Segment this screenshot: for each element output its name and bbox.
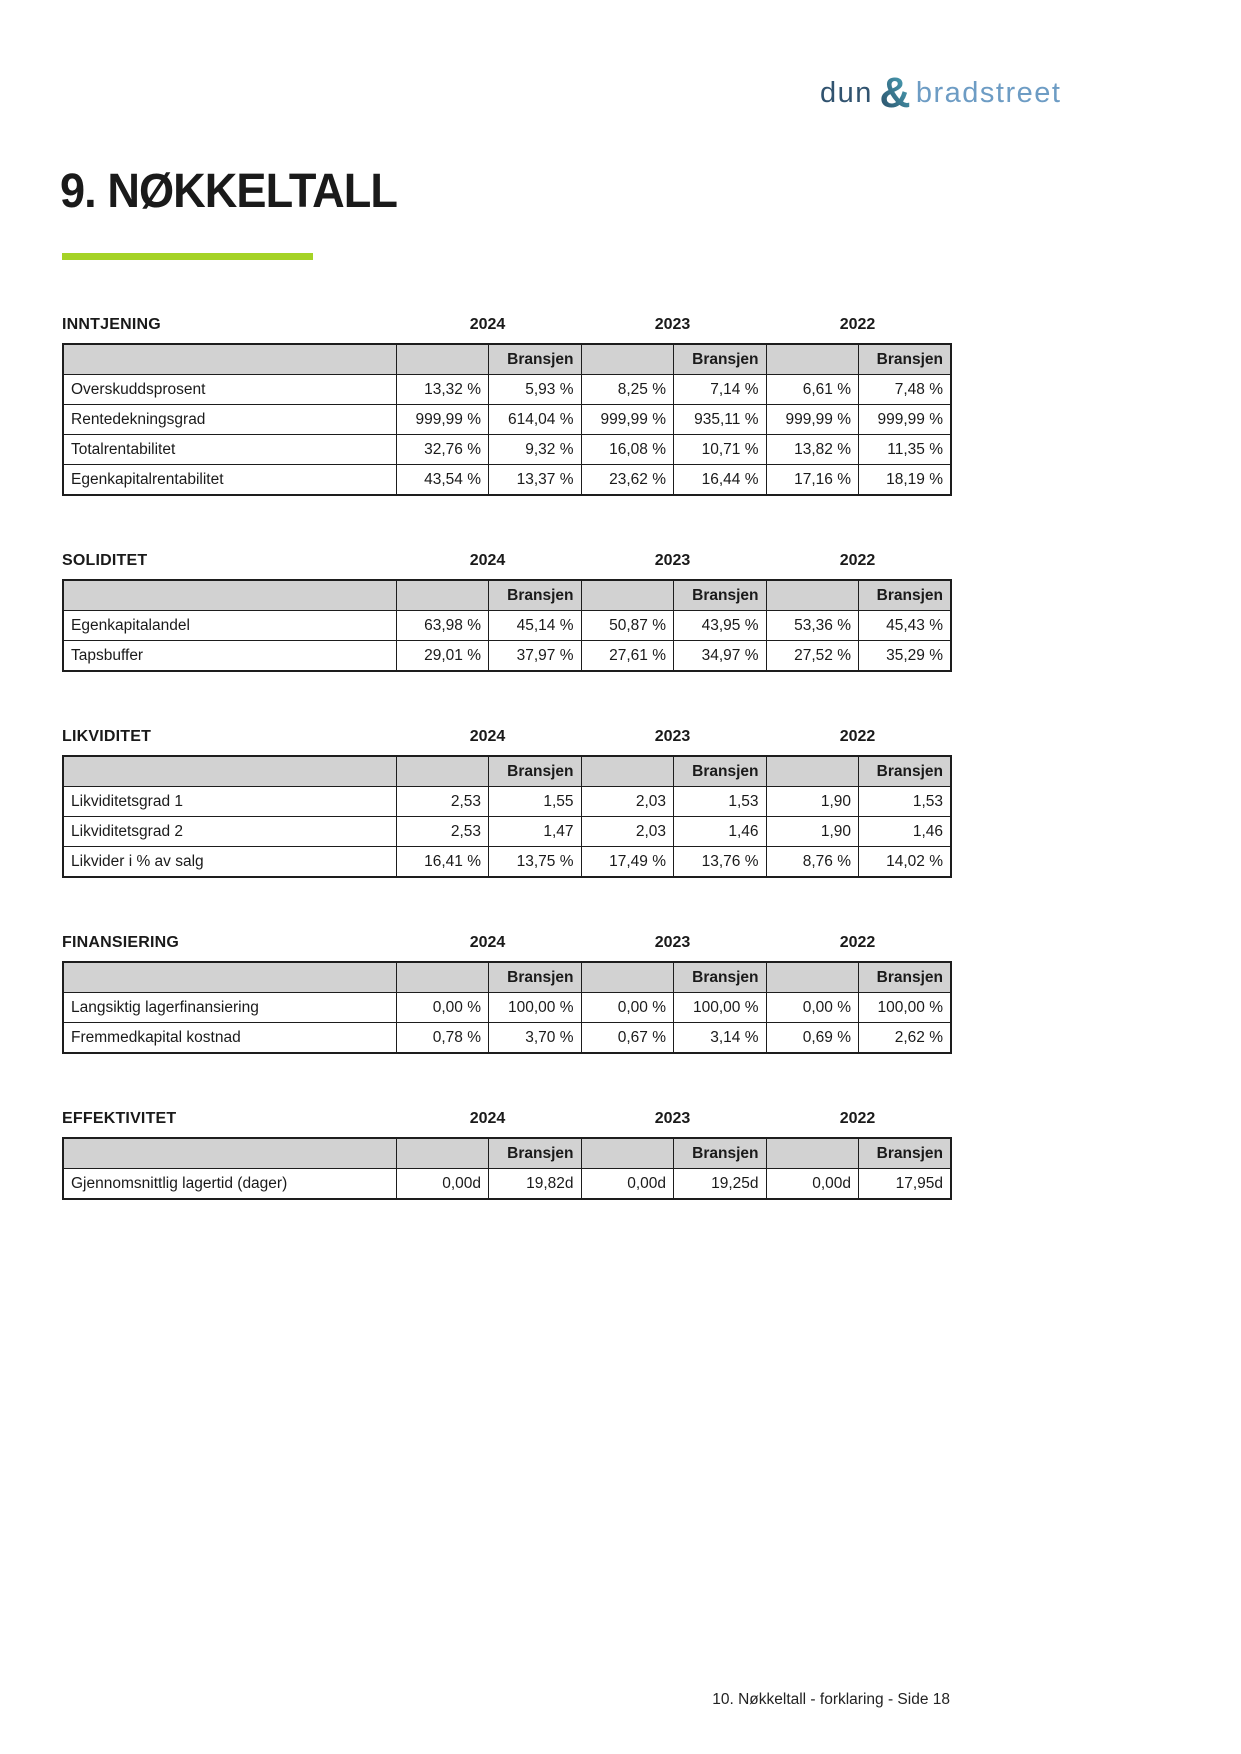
section-title: LIKVIDITET bbox=[62, 728, 152, 745]
metric-value-cell: 1,90 bbox=[766, 787, 859, 817]
metric-value-cell: 8,76 % bbox=[766, 847, 859, 878]
bransjen-header-cell: Bransjen bbox=[674, 756, 767, 787]
bransjen-header-cell: Bransjen bbox=[674, 1138, 767, 1169]
metric-value-cell: 6,61 % bbox=[766, 375, 859, 405]
section-title: FINANSIERING bbox=[62, 934, 180, 951]
section-likviditet bbox=[62, 728, 950, 878]
bransjen-header-cell: Bransjen bbox=[489, 580, 582, 611]
bransjen-header-cell: Bransjen bbox=[489, 1138, 582, 1169]
metric-value-cell: 37,97 % bbox=[489, 641, 582, 672]
metric-value-cell: 999,99 % bbox=[859, 405, 952, 435]
bransjen-header-cell: Bransjen bbox=[489, 962, 582, 993]
metric-label-cell: Overskuddsprosent bbox=[63, 375, 396, 405]
metric-value-cell: 17,49 % bbox=[581, 847, 674, 878]
metric-value-cell: 35,29 % bbox=[859, 641, 952, 672]
metric-label-cell: Fremmedkapital kostnad bbox=[63, 1023, 396, 1054]
metric-value-cell: 7,48 % bbox=[859, 375, 952, 405]
metric-value-cell: 100,00 % bbox=[489, 993, 582, 1023]
metric-value-cell: 13,82 % bbox=[766, 435, 859, 465]
table-row bbox=[63, 787, 951, 817]
metric-label-cell: Egenkapitalrentabilitet bbox=[63, 465, 396, 496]
year-label: 2023 bbox=[654, 552, 691, 569]
bransjen-header-cell: Bransjen bbox=[859, 580, 952, 611]
header-spacer-cell bbox=[581, 756, 674, 787]
bransjen-header-cell: Bransjen bbox=[859, 962, 952, 993]
year-label: 2024 bbox=[469, 316, 506, 333]
metric-value-cell: 34,97 % bbox=[674, 641, 767, 672]
header-spacer-cell bbox=[581, 580, 674, 611]
bransjen-header-cell: Bransjen bbox=[859, 344, 952, 375]
year-label: 2022 bbox=[839, 934, 876, 951]
metric-value-cell: 2,53 bbox=[396, 817, 489, 847]
section-head bbox=[62, 934, 950, 952]
metric-label-cell: Langsiktig lagerfinansiering bbox=[63, 993, 396, 1023]
header-spacer-cell bbox=[63, 962, 396, 993]
metric-value-cell: 63,98 % bbox=[396, 611, 489, 641]
metric-value-cell: 2,03 bbox=[581, 787, 674, 817]
metric-value-cell: 27,61 % bbox=[581, 641, 674, 672]
year-label: 2024 bbox=[469, 934, 506, 951]
header-spacer-cell bbox=[63, 580, 396, 611]
likviditet-table bbox=[62, 755, 952, 878]
bransjen-header-cell: Bransjen bbox=[489, 756, 582, 787]
table-row bbox=[63, 405, 951, 435]
header-spacer-cell bbox=[766, 756, 859, 787]
metric-value-cell: 935,11 % bbox=[674, 405, 767, 435]
table-row bbox=[63, 817, 951, 847]
metric-value-cell: 0,78 % bbox=[396, 1023, 489, 1054]
section-title: INNTJENING bbox=[62, 316, 161, 333]
metric-label-cell: Rentedekningsgrad bbox=[63, 405, 396, 435]
dun-bradstreet-logo bbox=[820, 68, 1061, 118]
metric-label-cell: Likviditetsgrad 2 bbox=[63, 817, 396, 847]
header-spacer-cell bbox=[396, 344, 489, 375]
logo-bradstreet: bradstreet bbox=[915, 76, 1062, 109]
inntjening-table bbox=[62, 343, 952, 496]
metric-value-cell: 10,71 % bbox=[674, 435, 767, 465]
metric-value-cell: 16,41 % bbox=[396, 847, 489, 878]
metric-label-cell: Likvider i % av salg bbox=[63, 847, 396, 878]
metric-value-cell: 1,53 bbox=[859, 787, 952, 817]
header-spacer-cell bbox=[63, 756, 396, 787]
metric-value-cell: 2,62 % bbox=[859, 1023, 952, 1054]
ampersand-logo-icon bbox=[875, 69, 915, 122]
header-spacer-cell bbox=[396, 962, 489, 993]
bransjen-header-cell: Bransjen bbox=[674, 580, 767, 611]
metric-value-cell: 1,90 bbox=[766, 817, 859, 847]
soliditet-table bbox=[62, 579, 952, 672]
metric-value-cell: 43,54 % bbox=[396, 465, 489, 496]
metric-value-cell: 3,70 % bbox=[489, 1023, 582, 1054]
year-label: 2024 bbox=[469, 1110, 506, 1127]
metric-value-cell: 13,37 % bbox=[489, 465, 582, 496]
header-spacer-cell bbox=[766, 962, 859, 993]
bransjen-header-cell: Bransjen bbox=[674, 962, 767, 993]
metric-value-cell: 29,01 % bbox=[396, 641, 489, 672]
effektivitet-table bbox=[62, 1137, 952, 1200]
section-head bbox=[62, 552, 950, 570]
metric-value-cell: 999,99 % bbox=[766, 405, 859, 435]
metric-value-cell: 0,00d bbox=[766, 1169, 859, 1200]
metric-value-cell: 14,02 % bbox=[859, 847, 952, 878]
metric-value-cell: 32,76 % bbox=[396, 435, 489, 465]
metric-value-cell: 5,93 % bbox=[489, 375, 582, 405]
metric-value-cell: 614,04 % bbox=[489, 405, 582, 435]
metric-label-cell: Egenkapitalandel bbox=[63, 611, 396, 641]
year-label: 2023 bbox=[654, 316, 691, 333]
metric-value-cell: 1,53 bbox=[674, 787, 767, 817]
metric-value-cell: 1,46 bbox=[859, 817, 952, 847]
header-spacer-cell bbox=[63, 1138, 396, 1169]
metric-value-cell: 3,14 % bbox=[674, 1023, 767, 1054]
table-header-row bbox=[63, 756, 951, 787]
header-spacer-cell bbox=[766, 344, 859, 375]
metric-value-cell: 50,87 % bbox=[581, 611, 674, 641]
metric-value-cell: 16,08 % bbox=[581, 435, 674, 465]
finansiering-table bbox=[62, 961, 952, 1054]
metric-value-cell: 2,03 bbox=[581, 817, 674, 847]
metric-value-cell: 1,47 bbox=[489, 817, 582, 847]
metric-value-cell: 100,00 % bbox=[674, 993, 767, 1023]
metric-value-cell: 0,00 % bbox=[396, 993, 489, 1023]
logo-dun: dun bbox=[820, 76, 873, 109]
metric-value-cell: 45,43 % bbox=[859, 611, 952, 641]
table-header-row bbox=[63, 344, 951, 375]
header-spacer-cell bbox=[766, 580, 859, 611]
bransjen-header-cell: Bransjen bbox=[674, 344, 767, 375]
metric-value-cell: 13,76 % bbox=[674, 847, 767, 878]
table-row bbox=[63, 611, 951, 641]
svg-text:&: & bbox=[879, 68, 911, 117]
metric-label-cell: Gjennomsnittlig lagertid (dager) bbox=[63, 1169, 396, 1200]
header-spacer-cell bbox=[766, 1138, 859, 1169]
metric-value-cell: 17,16 % bbox=[766, 465, 859, 496]
table-row bbox=[63, 465, 951, 496]
header-spacer-cell bbox=[581, 344, 674, 375]
bransjen-header-cell: Bransjen bbox=[859, 756, 952, 787]
metric-value-cell: 17,95d bbox=[859, 1169, 952, 1200]
metric-value-cell: 11,35 % bbox=[859, 435, 952, 465]
header-spacer-cell bbox=[396, 580, 489, 611]
metric-value-cell: 0,00d bbox=[396, 1169, 489, 1200]
header-spacer-cell bbox=[396, 756, 489, 787]
year-label: 2022 bbox=[839, 728, 876, 745]
metric-value-cell: 999,99 % bbox=[396, 405, 489, 435]
year-label: 2023 bbox=[654, 1110, 691, 1127]
metric-value-cell: 27,52 % bbox=[766, 641, 859, 672]
year-label: 2023 bbox=[654, 934, 691, 951]
page-footer: 10. Nøkkeltall - forklaring - Side 18 bbox=[712, 1691, 950, 1708]
table-row bbox=[63, 435, 951, 465]
metric-label-cell: Totalrentabilitet bbox=[63, 435, 396, 465]
bransjen-header-cell: Bransjen bbox=[489, 344, 582, 375]
sections-container bbox=[62, 316, 950, 1200]
table-header-row bbox=[63, 962, 951, 993]
metric-value-cell: 1,55 bbox=[489, 787, 582, 817]
metric-value-cell: 13,32 % bbox=[396, 375, 489, 405]
metric-value-cell: 1,46 bbox=[674, 817, 767, 847]
metric-value-cell: 16,44 % bbox=[674, 465, 767, 496]
metric-label-cell: Tapsbuffer bbox=[63, 641, 396, 672]
table-row bbox=[63, 375, 951, 405]
metric-value-cell: 2,53 bbox=[396, 787, 489, 817]
year-label: 2022 bbox=[839, 552, 876, 569]
metric-value-cell: 999,99 % bbox=[581, 405, 674, 435]
metric-value-cell: 19,82d bbox=[489, 1169, 582, 1200]
metric-value-cell: 43,95 % bbox=[674, 611, 767, 641]
metric-value-cell: 19,25d bbox=[674, 1169, 767, 1200]
section-effektivitet bbox=[62, 1110, 950, 1200]
section-head bbox=[62, 316, 950, 334]
header-spacer-cell bbox=[63, 344, 396, 375]
header-spacer-cell bbox=[396, 1138, 489, 1169]
metric-value-cell: 45,14 % bbox=[489, 611, 582, 641]
year-label: 2024 bbox=[469, 552, 506, 569]
section-head bbox=[62, 728, 950, 746]
table-header-row bbox=[63, 1138, 951, 1169]
metric-value-cell: 9,32 % bbox=[489, 435, 582, 465]
year-label: 2023 bbox=[654, 728, 691, 745]
metric-value-cell: 13,75 % bbox=[489, 847, 582, 878]
metric-value-cell: 0,00 % bbox=[766, 993, 859, 1023]
bransjen-header-cell: Bransjen bbox=[859, 1138, 952, 1169]
metric-value-cell: 0,69 % bbox=[766, 1023, 859, 1054]
metric-value-cell: 0,00d bbox=[581, 1169, 674, 1200]
page-title: 9. NØKKELTALL bbox=[60, 165, 398, 218]
section-soliditet bbox=[62, 552, 950, 672]
table-row bbox=[63, 1169, 951, 1200]
table-row bbox=[63, 641, 951, 672]
accent-bar bbox=[62, 253, 313, 260]
metric-value-cell: 8,25 % bbox=[581, 375, 674, 405]
metric-label-cell: Likviditetsgrad 1 bbox=[63, 787, 396, 817]
metric-value-cell: 100,00 % bbox=[859, 993, 952, 1023]
section-finansiering bbox=[62, 934, 950, 1054]
metric-value-cell: 0,00 % bbox=[581, 993, 674, 1023]
metric-value-cell: 53,36 % bbox=[766, 611, 859, 641]
header-spacer-cell bbox=[581, 1138, 674, 1169]
year-label: 2022 bbox=[839, 1110, 876, 1127]
section-head bbox=[62, 1110, 950, 1128]
table-row bbox=[63, 1023, 951, 1054]
section-inntjening bbox=[62, 316, 950, 496]
section-title: SOLIDITET bbox=[62, 552, 148, 569]
header-spacer-cell bbox=[581, 962, 674, 993]
year-label: 2024 bbox=[469, 728, 506, 745]
table-row bbox=[63, 847, 951, 878]
year-label: 2022 bbox=[839, 316, 876, 333]
metric-value-cell: 0,67 % bbox=[581, 1023, 674, 1054]
metric-value-cell: 23,62 % bbox=[581, 465, 674, 496]
table-header-row bbox=[63, 580, 951, 611]
section-title: EFFEKTIVITET bbox=[62, 1110, 177, 1127]
metric-value-cell: 7,14 % bbox=[674, 375, 767, 405]
metric-value-cell: 18,19 % bbox=[859, 465, 952, 496]
table-row bbox=[63, 993, 951, 1023]
